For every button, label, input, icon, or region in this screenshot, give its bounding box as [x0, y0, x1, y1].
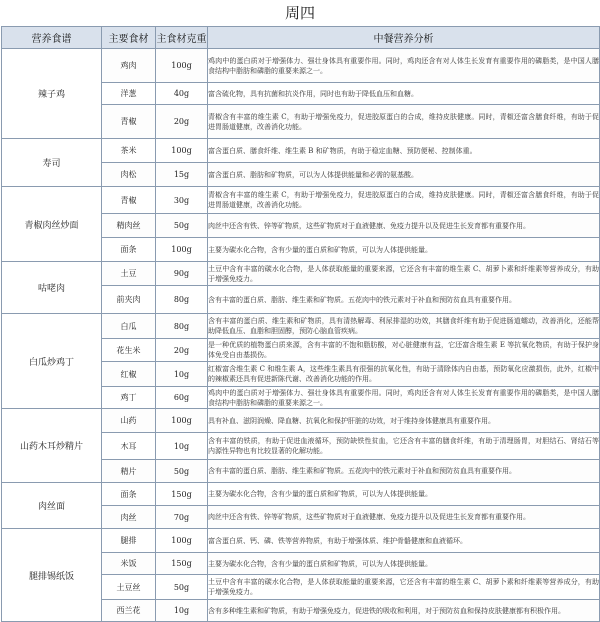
dish-name: 辣子鸡: [2, 49, 102, 139]
header-recipe: 营养食谱: [2, 27, 102, 49]
table-row: [2, 409, 600, 433]
ingredient-weight: 80g: [156, 314, 208, 339]
table-row: [2, 262, 600, 286]
dish-name: 肉丝面: [2, 483, 102, 529]
ingredient-name: 肉丝: [102, 506, 156, 529]
dish-name: 白瓜炒鸡丁: [2, 314, 102, 409]
dish-name: 寿司: [2, 139, 102, 187]
ingredient-weight: 20g: [156, 105, 208, 139]
dish-name: 腿排锡纸饭: [2, 529, 102, 622]
nutrition-analysis: 肉丝中还含有铁、锌等矿物质，这些矿物质对于血液健康、免疫力提升以及促进生长发育都有重要作用。: [208, 214, 600, 238]
table-row: [2, 529, 600, 553]
ingredient-weight: 10g: [156, 362, 208, 387]
nutrition-analysis: 青椒含有丰富的维生素 C，有助于增强免疫力，促进胶原蛋白的合成，维持皮肤健康。同时，青椒还富含膳食纤维，有助于促进胃肠道健康，改善消化功能。: [208, 105, 600, 139]
table-row: [2, 187, 600, 214]
nutrition-analysis: 含有丰富的蛋白质、脂肪、维生素和矿物质。五花肉中的铁元素对于补血和预防贫血具有重要作用。: [208, 286, 600, 314]
nutrition-analysis: 鸡肉中的蛋白质对于增强体力、强壮身体具有重要作用。同时，鸡肉还含有对人体生长发育有重要作用的磷脂类，是中国人膳食结构中脂肪和磷脂的重要来源之一。: [208, 49, 600, 83]
ingredient-weight: 20g: [156, 339, 208, 362]
ingredient-name: 鸡丁: [102, 387, 156, 409]
nutrition-analysis: 含有丰富的蛋白质、维生素和矿物质，具有清热解毒、利尿排湿的功效，其膳食纤维有助于促进肠道蠕动，改善消化，还能帮助降低血压、血脂和胆固醇，预防心脑血管疾病。: [208, 314, 600, 339]
header-ingredient: 主要食材: [102, 27, 156, 49]
nutrition-analysis: 富含蛋白质、脂肪和矿物质，可以为人体提供能量和必需的氨基酸。: [208, 163, 600, 187]
ingredient-weight: 100g: [156, 139, 208, 163]
nutrition-analysis: 肉丝中还含有铁、锌等矿物质，这些矿物质对于血液健康、免疫力提升以及促进生长发育都有重要作用。: [208, 506, 600, 529]
table-body: [2, 49, 600, 622]
ingredient-name: 土豆丝: [102, 575, 156, 600]
ingredient-weight: 100g: [156, 49, 208, 83]
table-row: [2, 314, 600, 339]
nutrition-analysis: 土豆中含有丰富的碳水化合物，是人体获取能量的重要来源，它还含有丰富的维生素 C、胡萝卜素和纤维素等营养成分，有助于增强免疫力。: [208, 575, 600, 600]
ingredient-weight: 10g: [156, 433, 208, 460]
ingredient-weight: 60g: [156, 387, 208, 409]
table-header-row: [2, 27, 600, 49]
nutrition-analysis: 富含硫化物，具有抗菌和抗炎作用，同时也有助于降低血压和血糖。: [208, 83, 600, 105]
nutrition-analysis: 鸡肉中的蛋白质对于增强体力、强壮身体具有重要作用。同时，鸡肉还含有对人体生长发育有重要作用的磷脂类，是中国人膳食结构中脂肪和磷脂的重要来源之一。: [208, 388, 599, 407]
ingredient-weight: 80g: [156, 286, 208, 314]
ingredient-weight: 15g: [156, 163, 208, 187]
ingredient-weight: 90g: [156, 262, 208, 286]
dish-name: 咕咾肉: [2, 262, 102, 314]
ingredient-weight: 50g: [156, 460, 208, 483]
ingredient-name: 精肉丝: [102, 214, 156, 238]
ingredient-name: 山药: [102, 409, 156, 433]
ingredient-name: 西兰花: [102, 600, 156, 622]
ingredient-weight: 100g: [156, 529, 208, 553]
nutrition-analysis: 含有多种维生素和矿物质，有助于增强免疫力，促进铁的吸收和利用，对于预防贫血和保持皮肤健康都有积极作用。: [208, 600, 600, 622]
dish-name: 青椒肉丝炒面: [2, 187, 102, 262]
nutrition-analysis: 主要为碳水化合物，含有少量的蛋白质和矿物质，可以为人体提供能量。: [208, 238, 600, 262]
ingredient-name: 腿排: [102, 529, 156, 553]
table-row: [2, 49, 600, 83]
header-analysis: 中餐营养分析: [208, 27, 600, 49]
ingredient-weight: 70g: [156, 506, 208, 529]
nutrition-analysis: 含有丰富的蛋白质、脂肪、维生素和矿物质。五花肉中的铁元素对于补血和预防贫血具有重要作用。: [208, 460, 600, 483]
lunch-nutrition-table: [1, 26, 600, 622]
nutrition-analysis: 富含蛋白质、膳食纤维、维生素 B 和矿物质，有助于稳定血糖、预防便秘、控制体重。: [208, 139, 600, 163]
table-row: [2, 139, 600, 163]
ingredient-name: 花生米: [102, 339, 156, 362]
nutrition-analysis: 富含蛋白质、钙、磷、铁等营养物质，有助于增强体质、维护骨骼健康和血液循环。: [208, 529, 600, 553]
ingredient-name: 土豆: [102, 262, 156, 286]
nutrition-analysis: 含有丰富的铁质，有助于促进血液循环，预防缺铁性贫血，它还含有丰富的膳食纤维，有助于清理肠胃，对胆结石、肾结石等内源性异物也有比较显著的化解功能。: [208, 433, 600, 460]
ingredient-name: 前夹肉: [102, 286, 156, 314]
ingredient-name: 肉松: [102, 163, 156, 187]
page-title: 周四: [284, 4, 315, 22]
nutrition-analysis: 土豆中含有丰富的碳水化合物，是人体获取能量的重要来源，它还含有丰富的维生素 C、胡萝卜素和纤维素等营养成分，有助于增强免疫力。: [208, 262, 600, 286]
nutrition-analysis: 是一种优质的植物蛋白质来源，含有丰富的不饱和脂肪酸，对心脏健康有益，它还富含维生素 E 等抗氧化物质，有助于保护身体免受自由基损伤。: [208, 339, 600, 362]
ingredient-weight: 50g: [156, 214, 208, 238]
ingredient-name: 木耳: [102, 433, 156, 460]
ingredient-name: 面条: [102, 238, 156, 262]
nutrition-analysis: 主要为碳水化合物，含有少量的蛋白质和矿物质，可以为人体提供能量。: [208, 553, 600, 575]
ingredient-weight: 150g: [156, 483, 208, 506]
ingredient-name: 青椒: [102, 105, 156, 139]
ingredient-name: 精片: [102, 460, 156, 483]
ingredient-weight: 30g: [156, 187, 208, 214]
ingredient-name: 洋葱: [102, 83, 156, 105]
table-row: [2, 483, 600, 506]
nutrition-analysis: 具有补血、滋阴润燥、降血糖、抗氧化和保护肝脏的功效，对于维持身体健康具有重要作用。: [208, 409, 600, 433]
ingredient-name: 青椒: [102, 187, 156, 214]
ingredient-weight: 150g: [156, 553, 208, 575]
ingredient-weight: 100g: [156, 238, 208, 262]
ingredient-weight: 100g: [156, 409, 208, 433]
ingredient-name: 米饭: [102, 553, 156, 575]
dish-name: 山药木耳炒精片: [2, 409, 102, 483]
ingredient-name: 白瓜: [102, 314, 156, 339]
nutrition-analysis: 青椒含有丰富的维生素 C，有助于增强免疫力，促进胶原蛋白的合成，维持皮肤健康。同时，青椒还富含膳食纤维，有助于促进胃肠道健康，改善消化功能。: [208, 187, 600, 214]
header-weight: 主食材克重: [156, 27, 208, 49]
ingredient-weight: 50g: [156, 575, 208, 600]
nutrition-analysis: 主要为碳水化合物，含有少量的蛋白质和矿物质，可以为人体提供能量。: [208, 483, 600, 506]
ingredient-name: 鸡肉: [102, 49, 156, 83]
ingredient-name: 面条: [102, 483, 156, 506]
ingredient-weight: 10g: [156, 600, 208, 622]
ingredient-name: 茶米: [102, 139, 156, 163]
ingredient-name: 红椒: [102, 362, 156, 387]
ingredient-weight: 40g: [156, 83, 208, 105]
nutrition-analysis: 红椒富含维生素 C 和维生素 A，这些维生素具有很强的抗氧化性，有助于清除体内自由基，预防氧化应激损伤，此外，红椒中的辣椒素还具有促进新陈代谢、改善消化功能的作用。: [208, 362, 600, 387]
